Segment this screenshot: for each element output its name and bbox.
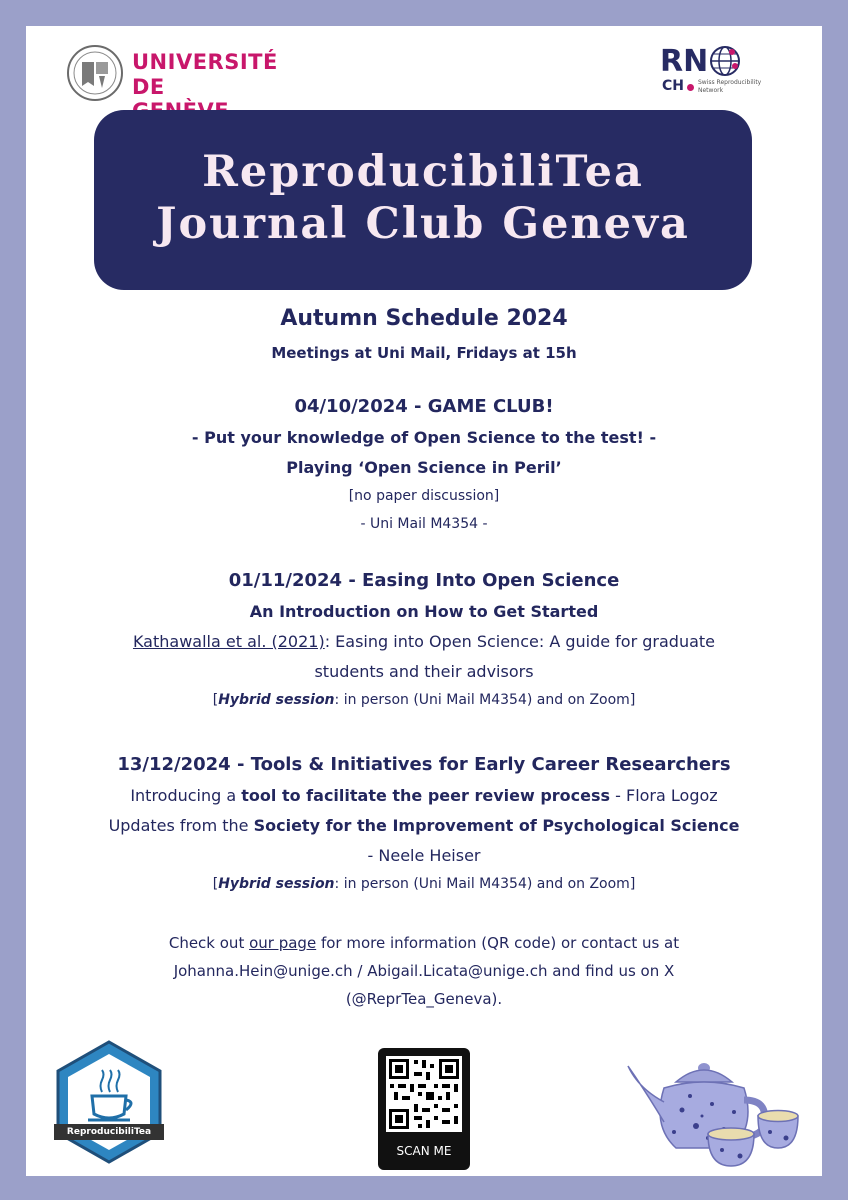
contact-suffix: for more information (QR code) or contact us at (316, 934, 680, 952)
event2-subtitle: An Introduction on How to Get Started (249, 602, 599, 621)
event1-line1: - Put your knowledge of Open Science to the test! - (191, 428, 657, 447)
event1-line3: [no paper discussion] (348, 488, 500, 504)
event3-hybrid (26, 876, 822, 892)
banner-line2: Journal Club Geneva (156, 199, 690, 249)
contact-line2: Johanna.Hein@unige.ch / Abigail.Licata@unige.ch and find us on X (173, 962, 675, 980)
event3-title: 13/12/2024 - Tools & Initiatives for Early Career Researchers (117, 754, 731, 775)
meetings-info: Meetings at Uni Mail, Fridays at 15h (271, 344, 577, 362)
poster (26, 26, 822, 1176)
line1-bold: tool to facilitate the peer review process (241, 786, 611, 805)
qr-code-block[interactable] (378, 1048, 470, 1170)
badge-label: ReproducibiliTea (54, 1124, 164, 1140)
unige-name-line1: UNIVERSITÉ (132, 50, 278, 74)
title-banner (94, 110, 752, 290)
schedule-title: Autumn Schedule 2024 (280, 306, 568, 331)
globe-icon (708, 44, 742, 78)
reference-link[interactable]: Kathawalla et al. (2021) (132, 632, 325, 651)
event2-title: 01/11/2024 - Easing Into Open Science (228, 570, 620, 591)
event2-reference (26, 632, 822, 651)
rn-text: RN (660, 44, 709, 79)
hybrid-text: : in person (Uni Mail M4354) and on Zoom] (334, 692, 636, 708)
bracket: [ (212, 692, 219, 708)
contact-prefix: Check out (168, 934, 250, 952)
event2-hybrid (26, 692, 822, 708)
event1-line4: - Uni Mail M4354 - (360, 516, 488, 532)
event2-reference-line2: students and their advisors (314, 662, 534, 681)
line2-bold: Society for the Improvement of Psychological Science (253, 816, 740, 835)
line2-prefix: Updates from the (108, 816, 254, 835)
badge-hexagon-icon (54, 1040, 164, 1164)
line1-suffix: - Flora Logoz (610, 786, 718, 805)
ch-dot-icon (687, 84, 694, 91)
reproducibilitea-badge (54, 1040, 164, 1164)
hybrid-label: Hybrid session (218, 692, 335, 708)
event3-line2 (26, 816, 822, 835)
scan-me-label: SCAN ME (396, 1144, 452, 1158)
ch-text: CH (662, 78, 684, 94)
teapot-and-cups-icon (612, 1030, 802, 1170)
event1-line2: Playing ‘Open Science in Peril’ (286, 458, 562, 477)
banner-line1: ReproducibiliTea (202, 147, 644, 197)
event1-title: 04/10/2024 - GAME CLUB! (294, 396, 554, 417)
reference-text: : Easing into Open Science: A guide for graduate (324, 632, 716, 651)
event3-line1 (26, 786, 822, 805)
event3-line3: - Neele Heiser (367, 846, 481, 865)
hybrid-label: Hybrid session (218, 876, 335, 892)
our-page-link[interactable]: our page (249, 934, 317, 952)
qr-code-icon (386, 1056, 462, 1132)
contact-line1 (26, 934, 822, 952)
unige-seal-icon (66, 44, 124, 102)
unige-logo (66, 44, 278, 104)
hybrid-text: : in person (Uni Mail M4354) and on Zoom] (334, 876, 636, 892)
unige-name-line2: DE (132, 75, 165, 99)
swiss-rn-logo (650, 42, 790, 102)
network-line1: Swiss Reproducibility (698, 79, 762, 86)
network-line2: Network (698, 87, 724, 94)
bracket: [ (212, 876, 219, 892)
contact-line3: (@ReprTea_Geneva). (345, 990, 503, 1008)
line1-prefix: Introducing a (130, 786, 242, 805)
